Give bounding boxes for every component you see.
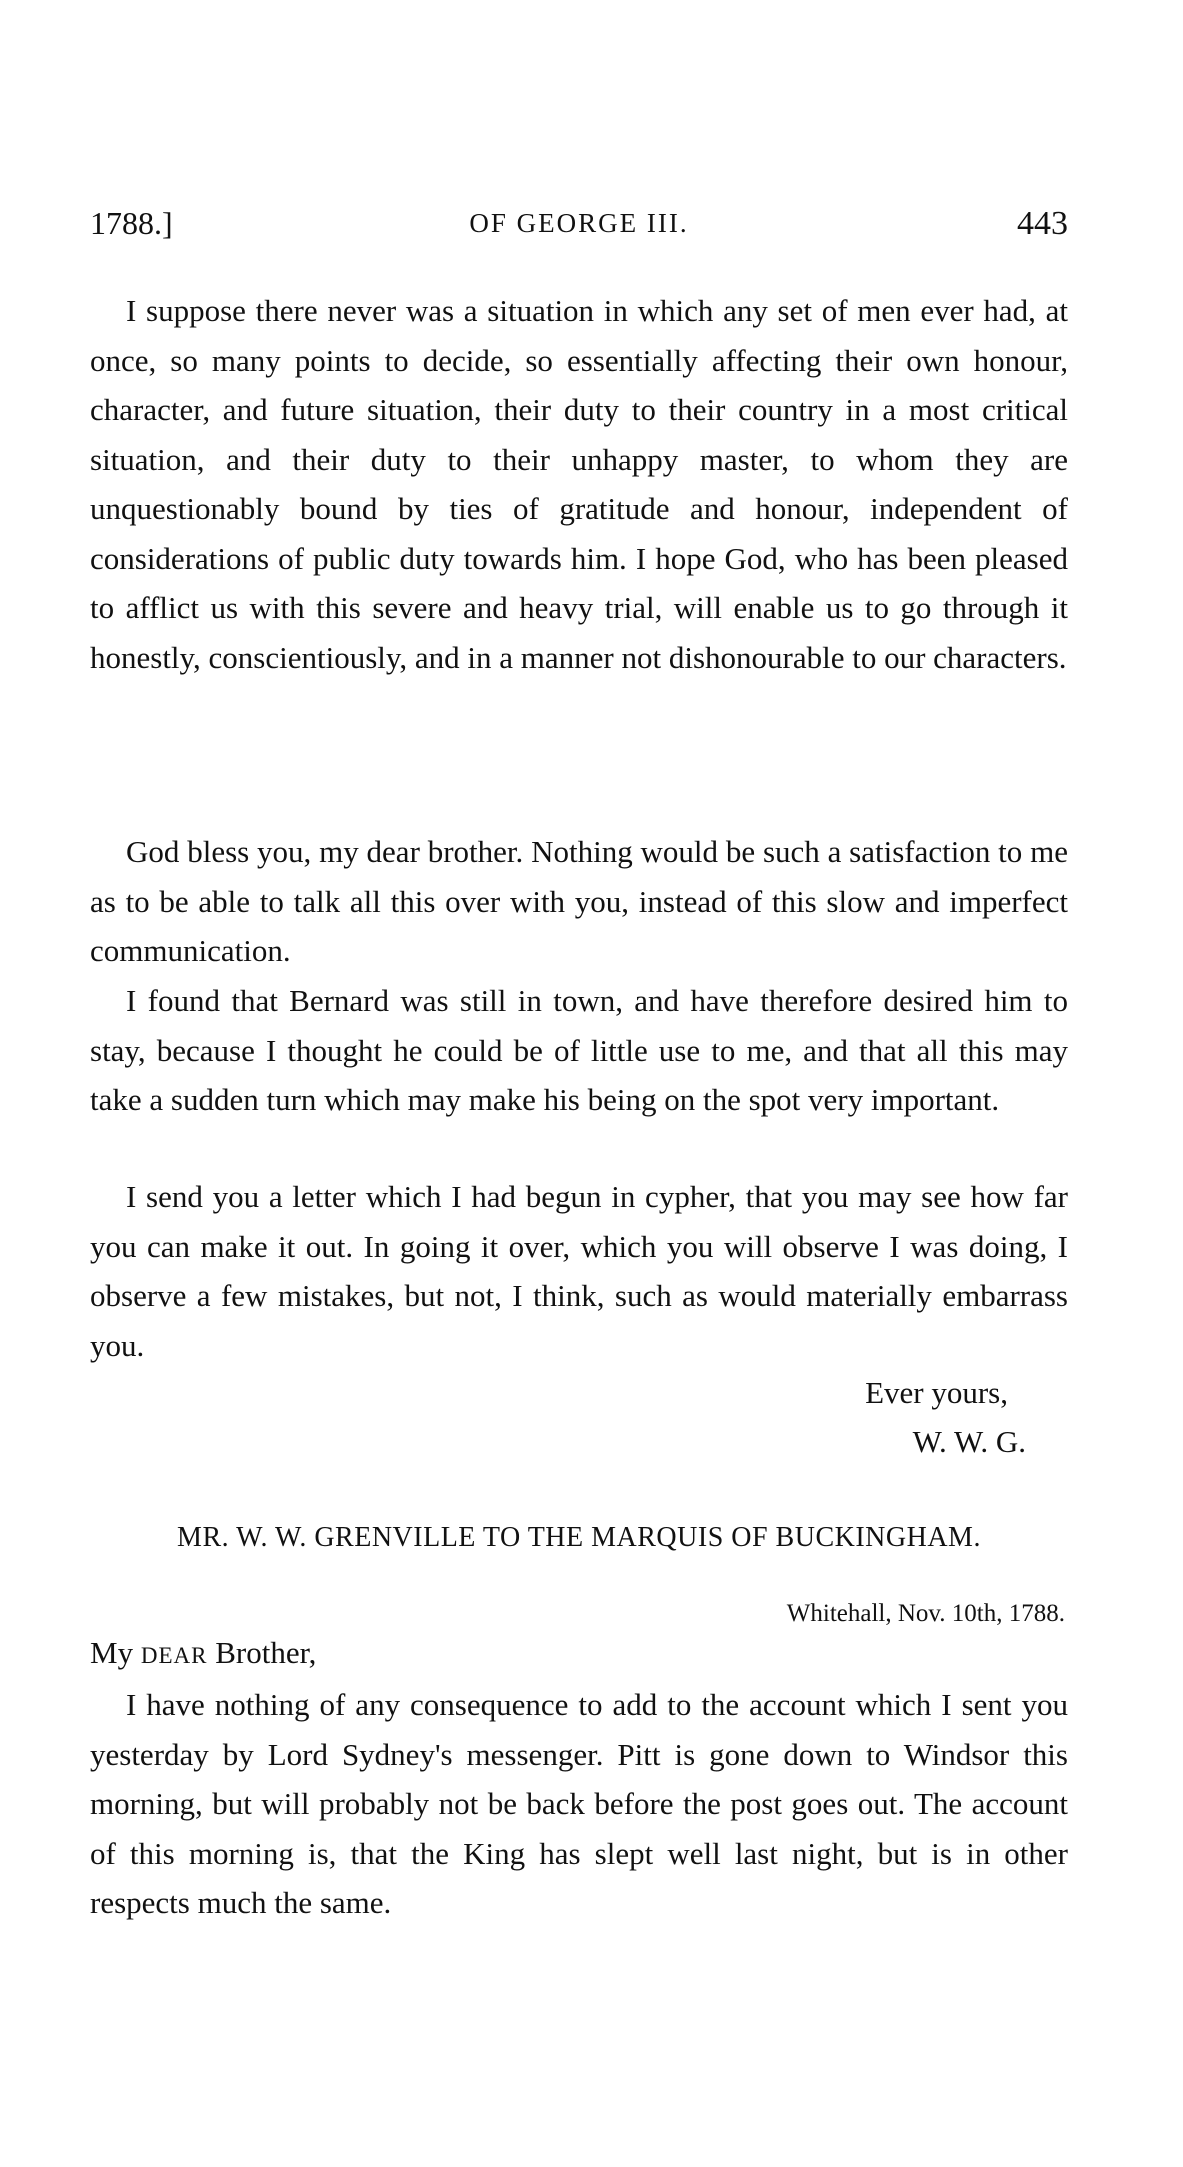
page-number: 443 <box>1017 205 1068 242</box>
salutation-last: Brother, <box>215 1635 317 1670</box>
paragraph-letter-body <box>90 1680 1068 1928</box>
paragraph-blessing <box>90 827 1068 976</box>
header-title: OF GEORGE III. <box>469 208 689 238</box>
paragraph-bernard <box>90 976 1068 1125</box>
paragraph-text: I found that Bernard was still in town, and have therefore desired him to stay, because I thought he could be of little use to me, and that all this may take a sudden turn which may make his being on the spot very important. <box>90 983 1068 1117</box>
signature: W. W. G. <box>912 1424 1026 1459</box>
salutation-middle: DEAR <box>140 1643 208 1668</box>
paragraph-situation <box>90 286 1068 682</box>
valediction: Ever yours, <box>865 1375 1008 1410</box>
header-year: 1788.] <box>90 205 173 241</box>
dateline: Whitehall, Nov. 10th, 1788. <box>786 1600 1065 1627</box>
paragraph-text: I have nothing of any consequence to add to the account which I sent you yesterday by Lord Sydney's messenger. Pitt is gone down to Windsor this morning, but will probably not be back before the post goes out. The account of this morning is, that the King has slept well last night, but is in other respects much the same. <box>90 1687 1068 1920</box>
paragraph-cypher <box>90 1172 1068 1370</box>
salutation-first: My <box>90 1635 134 1670</box>
salutation <box>90 1635 316 1671</box>
letter-heading: MR. W. W. GRENVILLE TO THE MARQUIS OF BUCKINGHAM. <box>177 1522 981 1553</box>
running-header <box>90 205 1068 245</box>
paragraph-text: God bless you, my dear brother. Nothing would be such a satisfaction to me as to be able to talk all this over with you, instead of this slow and imperfect communication. <box>90 834 1068 968</box>
paragraph-text: I suppose there never was a situation in which any set of men ever had, at once, so many points to decide, so essentially affecting their own honour, character, and future situation, their duty to their country in a most critical situation, and their duty to their unhappy master, to whom they are unquestionably bound by ties of gratitude and honour, independent of considerations of public duty towards him. I hope God, who has been pleased to afflict us with this severe and heavy trial, will enable us to go through it honestly, conscientiously, and in a manner not dishonourable to our characters. <box>90 293 1068 675</box>
paragraph-text: I send you a letter which I had begun in cypher, that you may see how far you can make it out. In going it over, which you will observe I was doing, I observe a few mistakes, but not, I think, such as would materially embarrass you. <box>90 1179 1068 1363</box>
